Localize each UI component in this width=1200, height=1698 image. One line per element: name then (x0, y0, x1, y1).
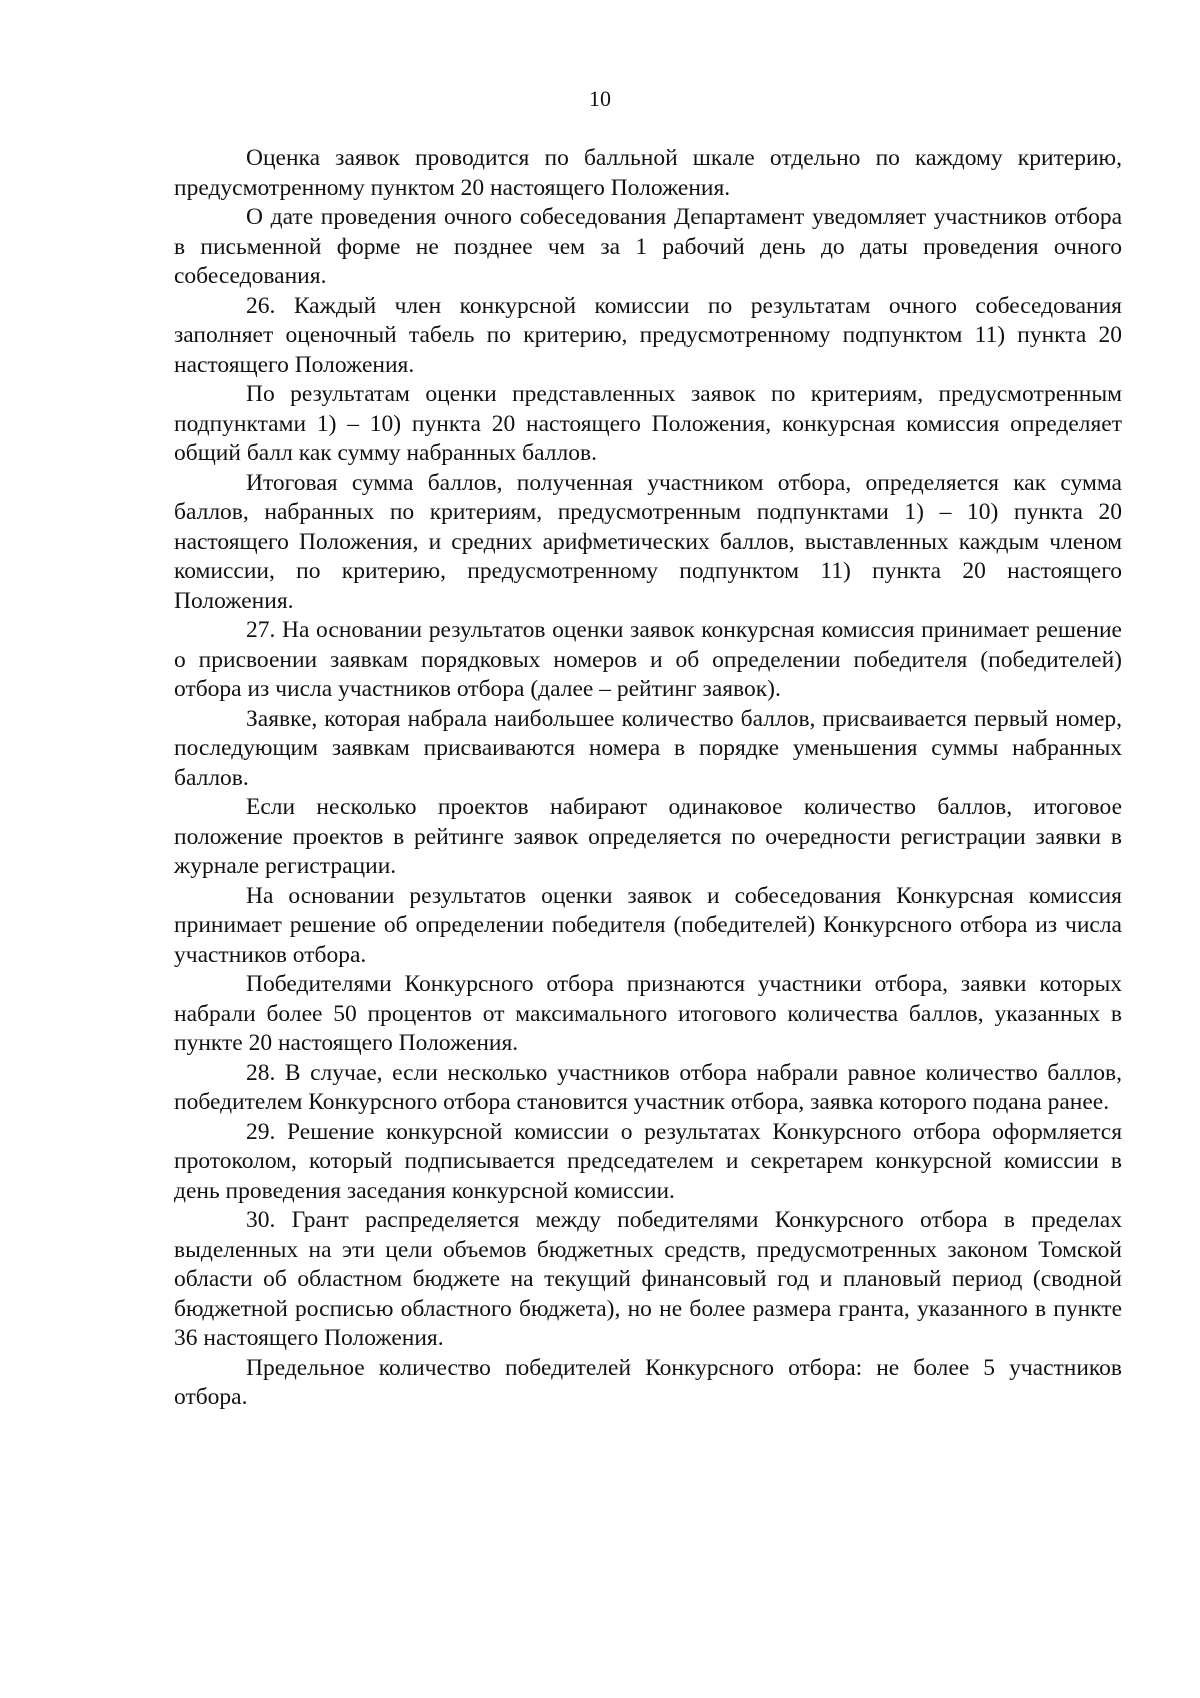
paragraph-30-grant-distribution: 30. Грант распределяется между победителями Конкурсного отбора в пределах выделенных на эти цели объемов бюджетных средств, предусмотренных законом Томской области об областном бюджете на текущий финансовый год и плановый период (сводной бюджетной росписью областного бюджета), но не более размера гранта, указанного в пункте 36 настоящего Положения. (174, 1207, 1122, 1351)
paragraph-final-score: Итоговая сумма баллов, полученная участником отбора, определяется как сумма баллов, набранных по критериям, предусмотренным подпунктами 1) – 10) пункта 20 настоящего Положения, и средних арифметических баллов, выставленных каждым членом комиссии, по критерию, предусмотренному подпунктом 11) пункта 20 настоящего Положения. (174, 469, 1122, 614)
paragraph-26-score-sheet: 26. Каждый член конкурсной комиссии по результатам очного собеседования заполняет оценочный табель по критерию, предусмотренному подпунктом 11) пункта 20 настоящего Положения. (174, 292, 1122, 378)
paragraph-interview-notice: О дате проведения очного собеседования Департамент уведомляет участников отбора в письменной форме не позднее чем за 1 рабочий день до даты проведения очного собеседования. (174, 204, 1122, 289)
paragraph-27-ranking: 27. На основании результатов оценки заявок конкурсная комиссия принимает решение о присвоении заявкам порядковых номеров и об определении победителя (победителей) отбора из числа участников отбора (далее – рейтинг заявок). (174, 617, 1122, 702)
document-body (174, 144, 1122, 1413)
paragraph-rank-order: Заявке, которая набрала наибольшее количество баллов, присваивается первый номер, последующим заявкам присваиваются номера в порядке уменьшения суммы набранных баллов. (174, 705, 1122, 791)
page-number: 10 (589, 86, 611, 111)
paragraph-28-equal-score: 28. В случае, если несколько участников отбора набрали равное количество баллов, победителем Конкурсного отбора становится участник отбора, заявка которого подана ранее. (174, 1059, 1122, 1115)
paragraph-tie-registration: Если несколько проектов набирают одинаковое количество баллов, итоговое положение проектов в рейтинге заявок определяется по очередности регистрации заявки в журнале регистрации. (174, 794, 1122, 879)
paragraph-winner-decision: На основании результатов оценки заявок и собеседования Конкурсная комиссия принимает решение об определении победителя (победителей) Конкурсного отбора из числа участников отбора. (174, 882, 1122, 968)
paragraph-29-protocol: 29. Решение конкурсной комиссии о результатах Конкурсного отбора оформляется протоколом, который подписывается председателем и секретарем конкурсной комиссии в день проведения заседания конкурсной комиссии. (174, 1118, 1122, 1204)
paragraph-winner-limit: Предельное количество победителей Конкурсного отбора: не более 5 участников отбора. (174, 1354, 1122, 1410)
paragraph-evaluation-scale: Оценка заявок проводится по балльной шкале отдельно по каждому критерию, предусмотренному пунктом 20 настоящего Положения. (174, 145, 1122, 201)
paragraph-total-score: По результатам оценки представленных заявок по критериям, предусмотренным подпунктами 1) – 10) пункта 20 настоящего Положения, конкурсная комиссия определяет общий балл как сумму набранных баллов. (174, 381, 1122, 466)
paragraph-winner-threshold: Победителями Конкурсного отбора признаются участники отбора, заявки которых набрали более 50 процентов от максимального итогового количества баллов, указанных в пункте 20 настоящего Положения. (174, 971, 1122, 1056)
